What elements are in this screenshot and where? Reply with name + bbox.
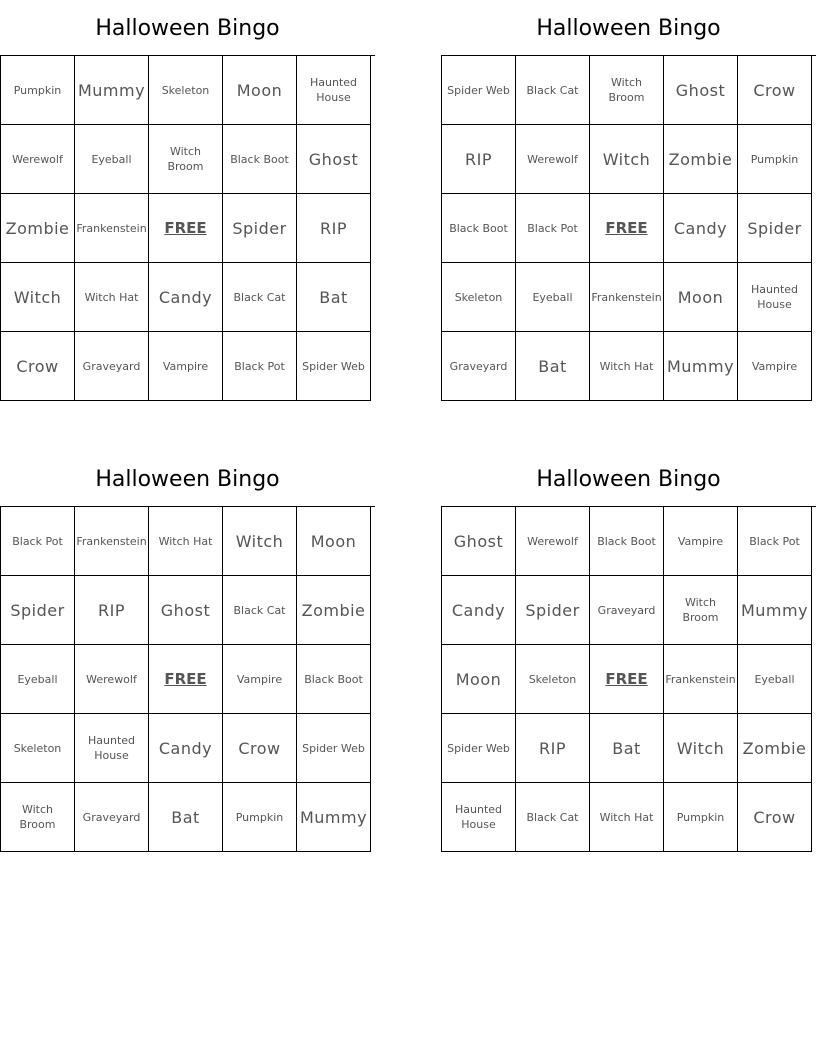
bingo-cell: Zombie: [1, 194, 75, 263]
bingo-cell: Graveyard: [442, 332, 516, 401]
bingo-cell: Ghost: [149, 576, 223, 645]
bingo-cell: Spider: [223, 194, 297, 263]
bingo-cell: Mummy: [738, 576, 812, 645]
bingo-cell: Vampire: [149, 332, 223, 401]
bingo-cell: Black Pot: [223, 332, 297, 401]
bingo-cell: Candy: [149, 714, 223, 783]
bingo-cell: Spider Web: [442, 56, 516, 125]
bingo-cell: Eyeball: [75, 125, 149, 194]
bingo-cell: Witch: [223, 507, 297, 576]
bingo-cell: Ghost: [664, 56, 738, 125]
bingo-cell: Frankenstein: [75, 507, 149, 576]
bingo-cell: RIP: [75, 576, 149, 645]
bingo-cell: Black Pot: [1, 507, 75, 576]
bingo-cell: Werewolf: [1, 125, 75, 194]
bingo-cell: Witch Broom: [590, 56, 664, 125]
bingo-cell: Haunted House: [297, 56, 371, 125]
bingo-cell: Ghost: [442, 507, 516, 576]
bingo-cell: Witch Broom: [149, 125, 223, 194]
free-space: FREE: [149, 645, 223, 714]
bingo-cell: Spider: [738, 194, 812, 263]
bingo-cell: Eyeball: [516, 263, 590, 332]
bingo-cell: Werewolf: [516, 125, 590, 194]
bingo-cell: Witch Hat: [149, 507, 223, 576]
bingo-cell: Haunted House: [442, 783, 516, 852]
bingo-cell: Bat: [297, 263, 371, 332]
bingo-cell: Black Pot: [516, 194, 590, 263]
bingo-cell: Witch Broom: [664, 576, 738, 645]
bingo-cell: Black Cat: [223, 263, 297, 332]
card-title: Halloween Bingo: [536, 16, 721, 41]
card-title: Halloween Bingo: [536, 467, 721, 492]
bingo-cell: Pumpkin: [223, 783, 297, 852]
bingo-cell: Black Boot: [297, 645, 371, 714]
bingo-cell: Moon: [664, 263, 738, 332]
bingo-cell: Eyeball: [1, 645, 75, 714]
bingo-cell: Werewolf: [75, 645, 149, 714]
bingo-cell: Skeleton: [516, 645, 590, 714]
bingo-cell: Spider: [516, 576, 590, 645]
bingo-cell: Black Boot: [442, 194, 516, 263]
bingo-card-4: [441, 451, 816, 852]
bingo-cell: Spider Web: [297, 332, 371, 401]
bingo-cell: Black Cat: [516, 56, 590, 125]
bingo-cell: Moon: [223, 56, 297, 125]
bingo-cell: Black Cat: [516, 783, 590, 852]
free-space: FREE: [590, 194, 664, 263]
bingo-grid: [441, 55, 816, 401]
bingo-cell: Bat: [149, 783, 223, 852]
bingo-cell: Crow: [223, 714, 297, 783]
bingo-cell: RIP: [442, 125, 516, 194]
bingo-cell: Graveyard: [75, 332, 149, 401]
bingo-cell: Witch Hat: [590, 783, 664, 852]
bingo-cell: Skeleton: [1, 714, 75, 783]
bingo-cell: Spider Web: [442, 714, 516, 783]
bingo-cell: Crow: [738, 56, 812, 125]
bingo-cell: Pumpkin: [664, 783, 738, 852]
bingo-cell: Vampire: [738, 332, 812, 401]
bingo-cell: RIP: [516, 714, 590, 783]
bingo-cell: Crow: [738, 783, 812, 852]
card-title: Halloween Bingo: [95, 467, 280, 492]
bingo-cell: Witch: [1, 263, 75, 332]
bingo-cell: Moon: [297, 507, 371, 576]
bingo-cell: Witch Hat: [590, 332, 664, 401]
free-space: FREE: [149, 194, 223, 263]
bingo-cell: Candy: [664, 194, 738, 263]
bingo-cell: Vampire: [223, 645, 297, 714]
bingo-cell: Crow: [1, 332, 75, 401]
bingo-cell: Black Boot: [590, 507, 664, 576]
bingo-cell: Black Cat: [223, 576, 297, 645]
bingo-cell: Ghost: [297, 125, 371, 194]
bingo-cell: Haunted House: [75, 714, 149, 783]
bingo-card-3: [0, 451, 375, 852]
free-space: FREE: [590, 645, 664, 714]
bingo-grid: [0, 506, 375, 852]
card-title: Halloween Bingo: [95, 16, 280, 41]
bingo-cell: Black Pot: [738, 507, 812, 576]
bingo-cell: Frankenstein: [590, 263, 664, 332]
bingo-cell: Candy: [442, 576, 516, 645]
bingo-cell: Witch Hat: [75, 263, 149, 332]
bingo-cell: Moon: [442, 645, 516, 714]
bingo-cell: RIP: [297, 194, 371, 263]
bingo-cell: Skeleton: [149, 56, 223, 125]
bingo-cell: Spider Web: [297, 714, 371, 783]
bingo-cell: Bat: [516, 332, 590, 401]
bingo-cell: Witch: [590, 125, 664, 194]
bingo-cell: Mummy: [75, 56, 149, 125]
bingo-card-2: [441, 0, 816, 401]
bingo-cell: Skeleton: [442, 263, 516, 332]
bingo-cell: Mummy: [664, 332, 738, 401]
bingo-cell: Vampire: [664, 507, 738, 576]
bingo-card-1: [0, 0, 375, 401]
bingo-cell: Eyeball: [738, 645, 812, 714]
bingo-cell: Frankenstein: [664, 645, 738, 714]
bingo-cell: Werewolf: [516, 507, 590, 576]
bingo-cell: Zombie: [664, 125, 738, 194]
bingo-cell: Spider: [1, 576, 75, 645]
bingo-cell: Zombie: [297, 576, 371, 645]
bingo-cell: Frankenstein: [75, 194, 149, 263]
bingo-cell: Graveyard: [75, 783, 149, 852]
bingo-cell: Bat: [590, 714, 664, 783]
bingo-cell: Candy: [149, 263, 223, 332]
bingo-grid: [441, 506, 816, 852]
bingo-cell: Witch Broom: [1, 783, 75, 852]
bingo-cell: Haunted House: [738, 263, 812, 332]
bingo-cell: Graveyard: [590, 576, 664, 645]
bingo-cell: Mummy: [297, 783, 371, 852]
bingo-cell: Witch: [664, 714, 738, 783]
bingo-grid: [0, 55, 375, 401]
bingo-cell: Pumpkin: [1, 56, 75, 125]
bingo-cell: Pumpkin: [738, 125, 812, 194]
bingo-cell: Zombie: [738, 714, 812, 783]
bingo-cell: Black Boot: [223, 125, 297, 194]
